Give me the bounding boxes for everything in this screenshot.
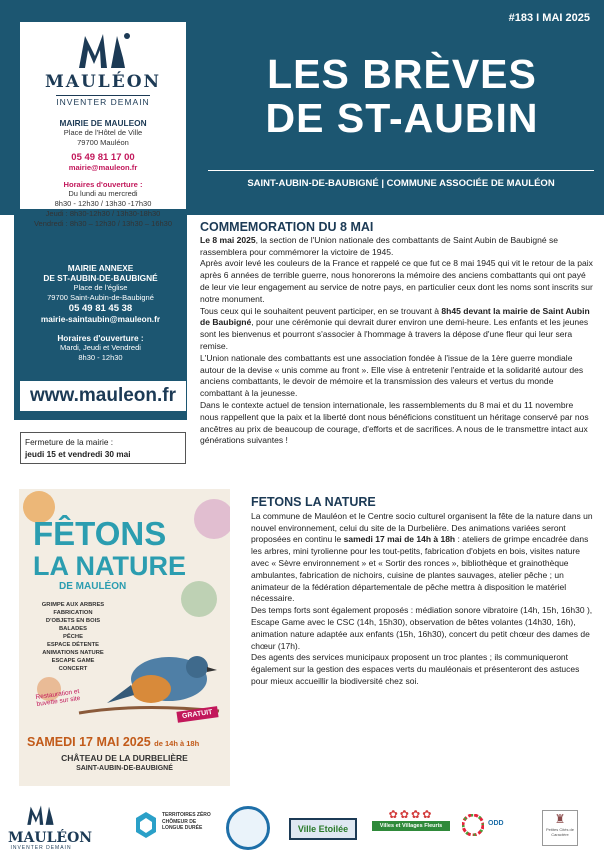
footer-villes-fleuris: ✿✿✿✿ Villes et Villages Fleuris	[372, 808, 450, 844]
poster-title-1: FÊTONS	[33, 515, 167, 552]
footer-petites-cites: ♜ Petites Cités de Caractère	[542, 810, 578, 846]
mairie-address-2: 79700 Mauléon	[77, 138, 129, 147]
flower-icon: ✿✿✿✿	[388, 809, 434, 821]
poster-activities	[33, 601, 113, 673]
article-2-p3: Des agents des services municipaux proposent un troc plantes ; ils communiqueront également sur la gestion des espaces verts du mauléonais et présenteront des astuces pour mieux accueillir la biodiversité chez soi.	[251, 652, 580, 686]
annexe-address-1: Place de l'église	[73, 283, 128, 292]
poster-title-3: DE MAULÉON	[59, 581, 127, 592]
poster-free-badge: GRATUIT	[176, 706, 218, 723]
article-1-p5: Dans le contexte actuel de tension internationale, les rassemblements du 8 mai et du 11 novembre nous rappellent que la paix et la liberté dont nous bénéficions constituent un héritage conservé par nos ancêtres au prix de beaucoup de courage, d'efforts et de sacrifices. A nous de le transmettre intact aux générations suivantes !	[200, 399, 589, 446]
footer-mauleon-logo: MAULÉON INVENTER DEMAIN	[8, 802, 74, 852]
mairie-hours-1: Du lundi au mercredi	[68, 189, 138, 198]
mairie-hours-2: 8h30 - 12h30 / 13h30 -17h30	[54, 199, 152, 208]
poster-date: SAMEDI 17 MAI 2025 de 14h à 18h	[27, 735, 200, 749]
closure-line-2: jeudi 15 et vendredi 30 mai	[25, 449, 131, 459]
closure-notice	[20, 432, 186, 464]
poster-activity-item: BALADES	[58, 626, 88, 632]
footer-mauleon-icon	[21, 802, 61, 826]
article-2-p1: La commune de Mauléon et le Centre socio culturel organisent la fête de la nature dans un nouvel environnement, celui du site de la Durbelière. Des animations variées seront proposées en continu le samedi 17 mai de 14h à 18h : ateliers de grimpe encadrée dans les arbres, mini tyrolienne pour les tout-petits, fabrication d'objets en bois, visites nature avec « Sèvre environnement » et « Sortir des ronces », bibliothèque et grainothèque ambulantes, fabrication de nichoirs, cuisine de plantes sauvages, atelier pêche ; un animateur de la fédération départementale de pêche mettra à disposition le matériel nécessaire.	[251, 510, 593, 604]
annexe-email[interactable]: mairie-saintaubin@mauleon.fr	[40, 314, 161, 324]
contact-card	[20, 22, 186, 228]
mairie-address-1: Place de l'Hôtel de Ville	[63, 128, 143, 137]
annexe-block	[14, 263, 187, 363]
article-1-p2: Après avoir levé les couleurs de la France et rappelé ce que fut ce 8 mai 1945 qui vit le retour de la paix après 6 années de terrible guerre, nous honorerons la mémoire des anciens combattants qui ont payé de leur vie leur engagement au service de notre pays, en particulier ceux dont les noms sont inscrits sur notre monument.	[200, 258, 593, 304]
poster-activity-item: FABRICATION	[53, 610, 93, 616]
article-fetons-la-nature	[251, 497, 594, 688]
website-link[interactable]: www.mauleon.fr	[20, 381, 186, 411]
annexe-hours-2: 8h30 - 12h30	[78, 353, 123, 362]
newsletter-title	[200, 52, 604, 140]
logo-brand: MAULÉON	[44, 72, 162, 92]
mairie-phone: 05 49 81 17 00	[71, 152, 135, 163]
article-1-p1: Le 8 mai 2025, la section de l'Union nationale des combattants de Saint Aubin de Baubigné se rassemblera pour commémorer la victoire de 1945.	[200, 234, 558, 257]
title-line-1: LES BRÈVES	[267, 51, 537, 97]
castle-icon: ♜	[554, 812, 566, 826]
poster-activity-item: ESCAPE GAME	[51, 658, 95, 664]
title-line-2: DE ST-AUBIN	[265, 95, 539, 141]
article-1-heading: COMMEMORATION DU 8 MAI	[200, 220, 374, 234]
mairie-hours-title: Horaires d'ouverture :	[63, 180, 143, 189]
mairie-title: MAIRIE DE MAULEON	[59, 118, 147, 128]
article-2-p2: Des temps forts sont également proposés : médiation sonore vibratoire (14h, 15h, 16h30 ), Escape Game avec le CSC (14h, 15h30), observation de bêtes volantes (14h30, 16h), animation nature adaptée aux enfants (15h, 16h30), concert du petit chœur des dames de chœur (17h).	[251, 605, 593, 651]
annexe-phone: 05 49 81 45 38	[68, 303, 133, 314]
fetons-la-nature-poster	[19, 489, 230, 786]
poster-place: CHÂTEAU DE LA DURBELIÈRE	[61, 753, 188, 763]
footer-odd-logo: ODD	[462, 812, 526, 838]
footer-tzc-logo: TERRITOIRES ZÉRO CHÔMEUR DE LONGUE DURÉE	[134, 808, 214, 844]
poster-activity-item: ANIMATIONS NATURE	[42, 650, 104, 656]
article-1-p3: Tous ceux qui le souhaitent peuvent participer, en se trouvant à 8h45 devant la mairie de Saint Aubin de Baubigné, pour une cérémonie qui devrait durer environ une demi-heure. Les enfants et les jeunes sont les bienvenus et pourront s'associer à l'hommage à travers la dépose d'une fleur qui leur sera remise.	[200, 305, 590, 351]
article-commemoration	[200, 222, 594, 447]
poster-activity-item: PÊCHE	[63, 634, 83, 640]
subtitle: SAINT-AUBIN-DE-BAUBIGNÉ | COMMUNE ASSOCIÉE DE MAULÉON	[208, 170, 594, 189]
annexe-title-1: MAIRIE ANNEXE	[67, 263, 134, 273]
annexe-hours-title: Horaires d'ouverture :	[57, 333, 144, 343]
closure-line-1: Fermeture de la mairie :	[25, 437, 114, 447]
mairie-hours-4: Vendredi : 8h30 – 12h30 / 13h30 – 16h30	[33, 219, 173, 228]
poster-food: Restauration et buvette sur site	[35, 687, 81, 709]
footer-seal-icon	[226, 806, 270, 850]
odd-wheel-icon	[462, 814, 484, 836]
poster-town: SAINT-AUBIN-DE-BAUBIGNÉ	[76, 765, 173, 772]
poster-activity-item: CONCERT	[58, 666, 88, 672]
annexe-title-2: DE ST-AUBIN-DE-BAUBIGNÉ	[43, 273, 158, 283]
tzc-icon	[134, 810, 158, 840]
logo-tagline: INVENTER DEMAIN	[56, 97, 150, 107]
poster-title-2: LA NATURE	[33, 551, 186, 581]
annexe-address-2: 79700 Saint-Aubin-de-Baubigné	[47, 293, 154, 302]
article-2-heading: FETONS LA NATURE	[251, 495, 376, 509]
issue-number: #183 I MAI 2025	[508, 12, 590, 24]
mauleon-logo-icon	[73, 28, 133, 70]
annexe-hours-1: Mardi, Jeudi et Vendredi	[60, 343, 141, 352]
footer-ville-etoilee: Ville Etoilée	[289, 818, 357, 840]
mairie-email[interactable]: mairie@mauleon.fr	[68, 163, 138, 172]
footer-logos	[0, 800, 604, 853]
poster-activity-item: ESPACE DÉTENTE	[46, 642, 100, 648]
poster-activity-item: GRIMPE AUX ARBRES	[41, 602, 105, 608]
poster-activity-item: D'OBJETS EN BOIS	[45, 618, 101, 624]
mairie-hours-3: Jeudi : 8h30-12h30 / 13h30-18h30	[45, 209, 161, 218]
article-1-p4: L'Union nationale des combattants est une association fondée à l'issue de la 1ère guerre mondiale autour de la devise « unis comme au front ». Elle vise à entretenir l'entraide et la solidarité autour des anciens combattants, le devoir de mémoire et la transmission des valeurs et vertus du monde combattant à la jeunesse.	[200, 352, 584, 399]
